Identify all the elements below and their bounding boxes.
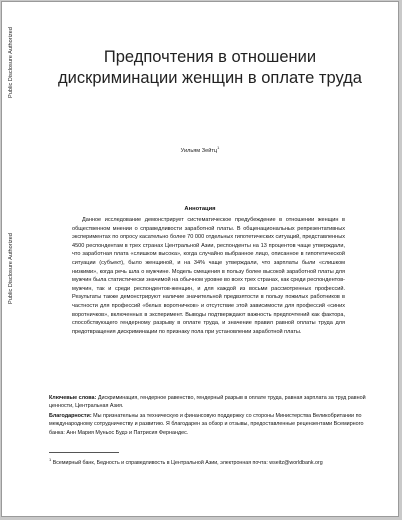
paper-title <box>32 47 388 89</box>
document-page <box>1 1 399 517</box>
acknowledgements-paragraph <box>49 412 369 437</box>
acknowledgements-text: Мы признательны за техническую и финансовую поддержку со стороны Министерства Великобритании по международному сотрудничеству и развитию. Я благодарен за обзор и отзывы, предоставленные рецензентами Всемирного банка: Анн Мария Муньос Будэ и Патрисия Фернандес. <box>49 413 364 436</box>
footnote <box>49 456 349 467</box>
disclosure-watermark-bottom: Public Disclosure Authorized <box>8 233 14 304</box>
acknowledgements-label: Благодарности: <box>49 413 92 419</box>
footnote-divider <box>49 452 119 453</box>
footnote-text: Всемирный банк, Бедность и справедливость в Центральной Азии, электронная почта: wseitz@worldbank.org <box>52 459 323 466</box>
abstract-text: Данное исследование демонстрирует систематическое предубеждение в отношении женщин в общественном мнении о справедливости заработной платы. В общенациональных репрезентативных экспериментах по опросу касательно более 70 000 отдельных гипотетических ситуаций, представленных 4500 респондентам в трех странах Центральной Азии, респонденты на 13 процентов чаще утверждали, что заработная плата «слишком высока», когда случайно выбранное лицо, описанное в гипотетической ситуации (субъект), было женщиной, и на 34% чаще утверждали, что зарплаты были «слишком низкими», когда речь шла о мужчине. Модель смещения в пользу более высокой заработной платы для мужчин была статистически значимой на обычном уровне во всех трех странах, как среди респондентов-мужчин, так и среди респондентов-женщин, и для каждой из восьми рассмотренных профессий. Результаты также демонстрируют наличие значительной предвзятости в пользу пожилых работников в частности для профессий «белых воротничков» и отсутствие этой зависимости для профессий «синих воротничков», включенных в эксперимент. Выводы подтверждают важность предпочтений как фактора, способствующего гендерному разрыву в оплате труда, и значение правил равной оплаты труда для предотвращения дискриминации по признаку пола при установлении заработной платы. <box>72 217 345 335</box>
abstract-heading: Аннотация <box>184 206 216 212</box>
disclosure-watermark-top: Public Disclosure Authorized <box>8 27 14 98</box>
author-name: Уильям Зейтц <box>180 147 218 154</box>
footnote-mark: 1 <box>49 457 52 462</box>
keywords-paragraph <box>49 394 369 411</box>
title-line-1: Предпочтения в отношении <box>103 48 317 66</box>
author-footnote-mark: 1 <box>217 145 220 150</box>
keywords-text: Дискриминация, гендерное равенство, гендерный разрыв в оплате труда, равная зарплата за труд равной ценности, Центральная Азия. <box>49 395 366 410</box>
author-line <box>2 145 398 154</box>
title-line-2: дискриминации женщин в оплате труда <box>58 69 362 87</box>
keywords-label: Ключевые слова: <box>49 395 97 401</box>
